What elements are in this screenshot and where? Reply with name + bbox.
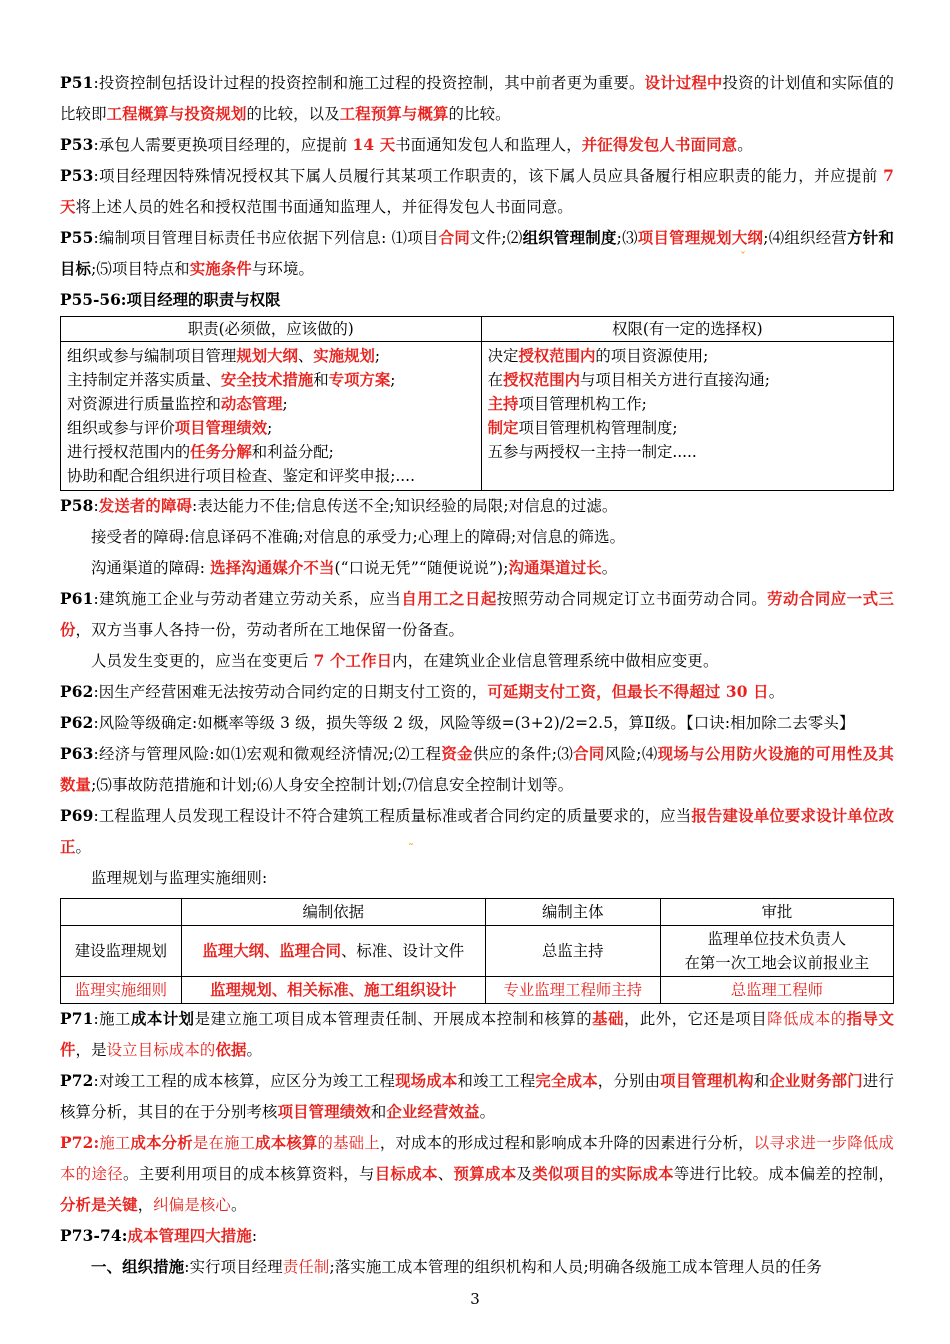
text-run: 工程预算与概算 (339, 105, 449, 123)
text-run: 动态管理 (220, 395, 283, 413)
text-run: 接受者的障碍:信息译码不准确;对信息的承受力;心理上的障碍;对信息的筛选。 (91, 528, 626, 546)
text-run: 建设监理规划 (74, 942, 168, 960)
table-row (61, 342, 894, 491)
approval-cell (660, 926, 893, 977)
text-run: 专项方案 (328, 371, 391, 389)
authority-item (488, 392, 887, 416)
text-run: 实施规划 (313, 347, 375, 365)
para-org-measures (60, 1252, 894, 1283)
text-run: 沟通渠道过长 (508, 559, 602, 577)
para-p53-a (60, 130, 894, 161)
text-run: 、标准、设计文件 (340, 942, 465, 960)
text-run: ，双方当事人各持一份，劳动者所在工地保留一份备查。 (75, 621, 465, 639)
text-run: 选择沟通媒介不当 (210, 559, 335, 577)
text-run: 资金 (441, 745, 473, 763)
para-p53-b (60, 161, 894, 223)
manager-duties-table (60, 316, 894, 491)
approval-cell (660, 977, 893, 1004)
text-run: 主持制定并落实质量、 (67, 371, 221, 389)
duties-cell (61, 342, 482, 491)
text-run: 总监主持 (541, 942, 604, 960)
supervision-plan-table (60, 898, 894, 1004)
text-run: 依据 (215, 1041, 247, 1059)
text-run: 方针和目标 (60, 229, 894, 278)
text-run: 五参与两授权一主持一制定..... (487, 443, 697, 461)
header-basis: 编制依据 (181, 899, 485, 926)
text-run: 和竣工工程 (457, 1072, 536, 1090)
text-run: :建筑施工企业与劳动者建立劳动关系，应当 (93, 590, 402, 608)
row-label (61, 977, 182, 1004)
text-run: 进行授权范围内的 (67, 443, 191, 461)
para-p62-a (60, 677, 894, 708)
text-run: 自用工之日起 (401, 590, 497, 608)
text-run: P69 (60, 807, 94, 825)
text-run: 和利益分配; (251, 443, 334, 461)
section-title-p55-56: P55-56:项目经理的职责与权限 (60, 291, 281, 309)
text-run: 投资的计划值和实际值的比较即 (60, 74, 894, 123)
text-run: P72: (60, 1134, 100, 1152)
para-p72-a (60, 1066, 894, 1128)
text-run: 安全技术措施 (220, 371, 314, 389)
text-run: 现场成本 (395, 1072, 458, 1090)
text-run: P55 (60, 229, 94, 247)
text-run: 。 (768, 683, 785, 701)
duty-item (67, 368, 475, 392)
header-approval: 审批 (660, 899, 893, 926)
text-run: 监理规划、相关标准、施工组织设计 (210, 981, 457, 999)
para-p58-channel (60, 553, 894, 584)
para-p63 (60, 739, 894, 801)
text-run: 的基础上 (317, 1134, 380, 1152)
text-run: 企业经营效益 (386, 1103, 480, 1121)
duty-item (67, 464, 475, 488)
basis-cell (181, 926, 485, 977)
para-p51 (60, 68, 894, 130)
text-run: 规划大纲 (236, 347, 298, 365)
subject-cell (485, 926, 660, 977)
text-run: 成本核算 (255, 1134, 318, 1152)
cursor-mark: ˇ (740, 250, 746, 264)
subject-cell (485, 977, 660, 1004)
para-p69 (60, 801, 894, 863)
text-run: P72 (60, 1072, 94, 1090)
text-run: :项目经理因特殊情况授权其下属人员履行其某项工作职责的，该下属人员应具备履行相应职责的能力，并应提前 (93, 167, 884, 185)
header-blank (61, 899, 182, 926)
text-run: ，分别由 (597, 1072, 661, 1090)
para-p55 (60, 223, 894, 285)
text-run: 协助和配合组织进行项目检查、鉴定和评奖申报;.... (67, 467, 415, 485)
text-run: 的比较，以及 (246, 105, 340, 123)
text-run: 现场与公用防火设施的可用性及其数量 (60, 745, 894, 794)
text-run: : (251, 1227, 258, 1245)
table-header-row (61, 899, 894, 926)
text-run: P53 (60, 136, 94, 154)
text-run: 沟通渠道的障碍: (91, 559, 211, 577)
text-run: 监理单位技术负责人 (707, 930, 847, 948)
text-run: 对资源进行质量监控和 (67, 395, 221, 413)
text-run: ;落实施工成本管理的组织机构和人员;明确各级施工成本管理人员的任务 (329, 1258, 822, 1276)
text-run: 等进行比较。成本偏差的控制， (673, 1165, 895, 1183)
text-run: (“口说无凭”“随便说说”); (334, 559, 509, 577)
text-run: 文件;⑵ (470, 229, 523, 247)
text-run: 企业财务部门 (769, 1072, 863, 1090)
text-run: 一、组织措施 (91, 1258, 185, 1276)
authority-item (488, 416, 887, 440)
text-run: P73-74: (60, 1227, 128, 1245)
text-run: 、 (297, 347, 314, 365)
text-run: 监理实施细则 (74, 981, 168, 999)
text-run: 的比较。 (448, 105, 511, 123)
text-run: 实施条件 (189, 260, 252, 278)
table-header-row (61, 317, 894, 342)
text-run: 责任制 (282, 1258, 330, 1276)
text-run: 可延期支付工资，但最长不得超过 30 日 (487, 683, 769, 701)
text-run: ; (390, 371, 396, 389)
text-run: 决定 (487, 347, 519, 365)
text-run: P62 (60, 683, 94, 701)
text-run: 劳动合同应一式三份 (60, 590, 895, 639)
text-run: 与项目相关方进行直接沟通; (580, 371, 770, 389)
text-run: 发送者的障碍 (98, 497, 193, 515)
text-run: 成本分析 (130, 1134, 193, 1152)
text-run: 项目管理规划大纲 (637, 229, 764, 247)
text-run: :工程监理人员发现工程设计不符合建筑工程质量标准或者合同约定的质量要求的，应当 (93, 807, 692, 825)
text-run: P58 (60, 497, 94, 515)
text-run: P71 (60, 1010, 94, 1028)
text-run: P62 (60, 714, 94, 732)
text-run: 项目管理绩效 (174, 419, 268, 437)
text-run: 类似项目的实际成本 (532, 1165, 674, 1183)
text-run: ;⑸事故防范措施和计划;⑹人身安全控制计划;⑺信息安全控制计划等。 (91, 776, 574, 794)
text-run: 人员发生变更的，应当在变更后 (91, 652, 314, 670)
text-run: 。 (737, 136, 753, 154)
text-run: ， (137, 1196, 154, 1214)
para-p61-a (60, 584, 894, 646)
text-run: :因生产经营困难无法按劳动合同约定的日期支付工资的， (93, 683, 488, 701)
text-run: 。 (479, 1103, 496, 1121)
text-run: : (93, 497, 99, 515)
para-p72-b (60, 1128, 894, 1221)
text-run: 。 (601, 559, 618, 577)
text-run: ; (267, 419, 273, 437)
text-run: 设立目标成本的 (106, 1041, 216, 1059)
text-run: 和 (370, 1103, 387, 1121)
text-run: 目标成本 (374, 1165, 438, 1183)
text-run: 的项目资源使用; (595, 347, 709, 365)
text-run: ;⑶ (616, 229, 638, 247)
text-run: 监理大纲、监理合同 (202, 942, 341, 960)
text-run: 并征得发包人书面同意 (581, 136, 738, 154)
text-run: 与环境。 (251, 260, 315, 278)
text-run: 。 (246, 1041, 263, 1059)
header-authority: 权限(有一定的选择权) (481, 317, 893, 342)
text-run: :施工 (93, 1010, 131, 1028)
text-run: 是建立施工项目成本管理责任制、开展成本控制和核算的 (194, 1010, 593, 1028)
para-p61-b (60, 646, 894, 677)
text-run: 总监理工程师 (730, 981, 824, 999)
text-run: 、 (437, 1165, 454, 1183)
text-run: 。主要利用项目的成本核算资料，与 (122, 1165, 375, 1183)
text-run: 降低成本的 (767, 1010, 847, 1028)
authority-cell (481, 342, 893, 491)
text-run: 完全成本 (535, 1072, 598, 1090)
duty-item (67, 344, 475, 368)
text-run: P61 (60, 590, 94, 608)
text-run: 和 (313, 371, 329, 389)
text-run: 主持 (487, 395, 519, 413)
text-run: 指导文件 (60, 1010, 894, 1059)
text-run: 成本管理四大措施 (127, 1227, 252, 1245)
text-run: 合同 (573, 745, 605, 763)
text-run: 。 (230, 1196, 247, 1214)
text-run: 及 (516, 1165, 533, 1183)
text-run: 内，在建筑业企业信息管理系统中做相应变更。 (392, 652, 719, 670)
text-run: 授权范围内 (518, 347, 596, 365)
para-p62-b (60, 708, 894, 739)
text-run: ，此外，它还是项目 (623, 1010, 768, 1028)
text-run: 7 天 (60, 167, 894, 216)
text-run: 组织管理制度 (522, 229, 617, 247)
duty-item (67, 440, 475, 464)
text-run: 成本计划 (130, 1010, 195, 1028)
text-run: ; (282, 395, 288, 413)
text-run: 。 (75, 838, 92, 856)
text-run: ; (374, 347, 381, 365)
text-run: :经济与管理风险:如⑴宏观和微观经济情况;⑵工程 (93, 745, 442, 763)
para-p73-74 (60, 1221, 894, 1252)
text-run: P51 (60, 74, 94, 92)
text-run: :对竣工工程的成本核算，应区分为竣工工程 (93, 1072, 396, 1090)
text-run: 项目管理机构 (660, 1072, 754, 1090)
text-run: 项目管理机构工作; (518, 395, 647, 413)
text-run: 报告建设单位要求设计单位改正 (60, 807, 894, 856)
para-p58-receiver (60, 522, 894, 553)
table-row (61, 926, 894, 977)
text-run: P63 (60, 745, 94, 763)
text-run: 合同 (438, 229, 471, 247)
text-run: P53 (60, 167, 94, 185)
authority-item (488, 368, 887, 392)
para-p71 (60, 1004, 894, 1066)
text-run: ;⑸项目特点和 (91, 260, 190, 278)
text-run: 专业监理工程师主持 (503, 981, 643, 999)
text-run: 在 (487, 371, 504, 389)
text-run: ;⑷组织经营 (763, 229, 848, 247)
text-run: 和 (753, 1072, 770, 1090)
text-run: :风险等级确定:如概率等级 3 级，损失等级 2 级，风险等级=(3+2)/2=2.5，算Ⅱ级。【口诀:相加除二去零头】 (93, 714, 855, 732)
header-subject: 编制主体 (485, 899, 660, 926)
row-label (61, 926, 182, 977)
text-run: 进行核算分析，其目的在于分别考核 (60, 1072, 894, 1121)
text-run: 分析是关键 (60, 1196, 138, 1214)
text-run: 任务分解 (190, 443, 252, 461)
text-run: :实行项目经理 (184, 1258, 283, 1276)
text-run: :承包人需要更换项目经理的，应提前 (93, 136, 353, 154)
text-run: 14 天 (352, 136, 396, 154)
text-run: :编制项目管理目标责任书应依据下列信息: ⑴项目 (93, 229, 439, 247)
text-run: 以寻求进一步降低成本的途径 (60, 1134, 894, 1183)
text-run: 组织或参与编制项目管理 (67, 347, 237, 365)
text-run: 工程概算与投资规划 (106, 105, 247, 123)
page-number: 3 (470, 1290, 480, 1308)
text-run: ，对成本的形成过程和影响成本升降的因素进行分析， (379, 1134, 754, 1152)
authority-item (488, 440, 887, 464)
text-run: 制定 (487, 419, 519, 437)
text-run: 按照劳动合同规定订立书面劳动合同。 (496, 590, 768, 608)
text-run: 7 个工作日 (313, 652, 393, 670)
authority-item (488, 344, 887, 368)
text-run: 纠偏是核心 (153, 1196, 231, 1214)
header-duties: 职责(必须做，应该做的) (61, 317, 482, 342)
table-row (61, 977, 894, 1004)
supervision-title: 监理规划与监理实施细则: (91, 869, 268, 887)
text-run: 供应的条件;⑶ (472, 745, 574, 763)
text-run: 基础 (592, 1010, 624, 1028)
text-run: 授权范围内 (503, 371, 581, 389)
text-run: 预算成本 (453, 1165, 517, 1183)
page-content (60, 68, 894, 1283)
basis-cell (181, 977, 485, 1004)
text-run: :表达能力不佳;信息传送不全;知识经验的局限;对信息的过滤。 (192, 497, 618, 515)
duty-item (67, 392, 475, 416)
text-run: 组织或参与评价 (67, 419, 175, 437)
para-p58-sender (60, 491, 894, 522)
text-run: 将上述人员的姓名和授权范围书面通知监理人，并征得发包人书面同意。 (75, 198, 573, 216)
text-run: 项目管理机构管理制度; (518, 419, 678, 437)
text-run: 在第一次工地会议前报业主 (684, 954, 870, 972)
text-run: :投资控制包括设计过程的投资控制和施工过程的投资控制，其中前者更为重要。 (93, 74, 645, 92)
duty-item (67, 416, 475, 440)
text-run: 施工 (99, 1134, 131, 1152)
text-run: ，是 (75, 1041, 107, 1059)
text-run: 项目管理绩效 (277, 1103, 371, 1121)
cursor-mark: ˜ (408, 842, 414, 856)
text-run: 是在施工 (192, 1134, 256, 1152)
text-run: 设计过程中 (644, 74, 723, 92)
text-run: 风险;⑷ (604, 745, 658, 763)
text-run: 书面通知发包人和监理人， (395, 136, 582, 154)
